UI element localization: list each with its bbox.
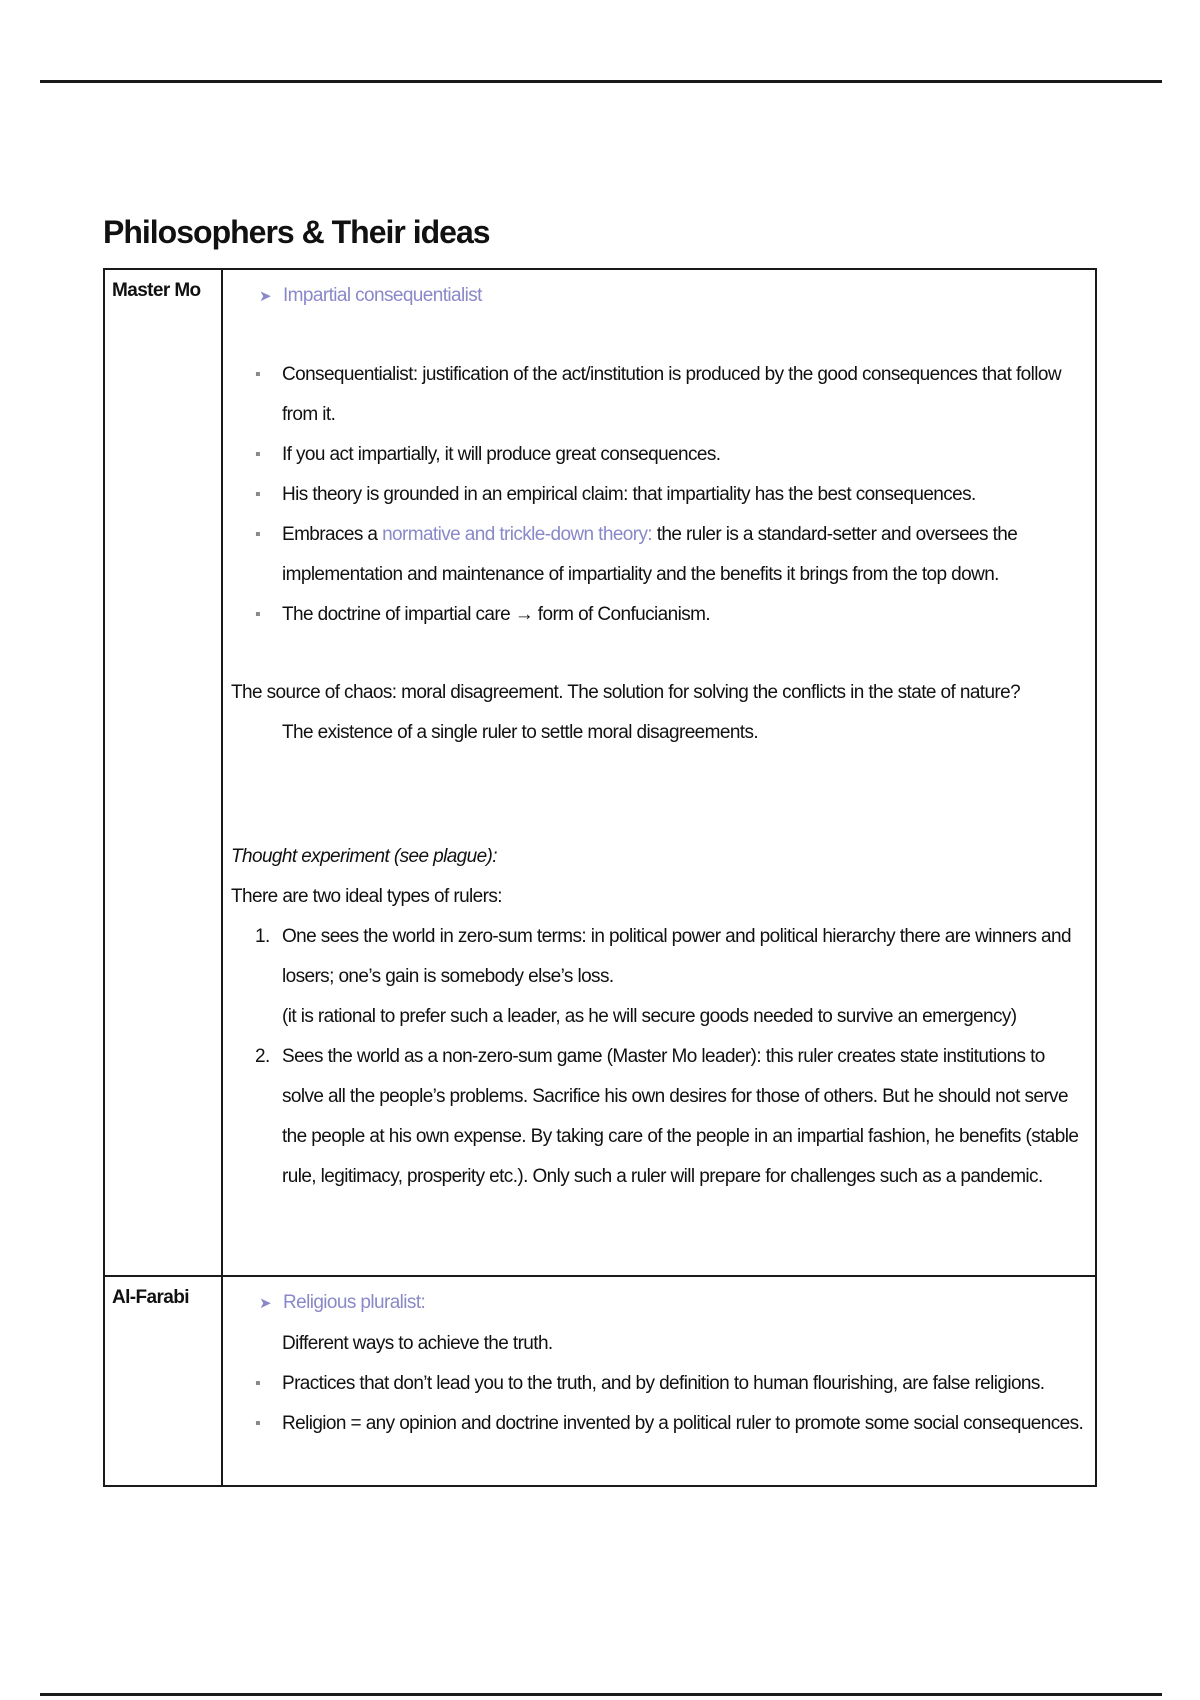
- list-item: [231, 515, 1085, 595]
- philosophers-table: [103, 268, 1097, 1487]
- ruler-types-intro: There are two ideal types of rulers:: [231, 886, 502, 907]
- arrow-right-icon: ➤: [259, 1295, 271, 1312]
- master-mo-heading: [231, 276, 1085, 317]
- small-square-bullet-icon: ▪: [255, 1375, 261, 1392]
- list-item-text: One sees the world in zero-sum terms: in political power and political hierarchy there are winners and losers; one’s gain is somebody else’s loss.: [282, 926, 1071, 987]
- list-number: 2.: [255, 1046, 270, 1067]
- table-row: [104, 1276, 1096, 1486]
- al-farabi-bullet-list: [231, 1364, 1085, 1444]
- ruler-types-list: [231, 917, 1085, 1197]
- list-item-text: Consequentialist: justification of the act/institution is produced by the good consequences that follow from it.: [282, 364, 1061, 425]
- list-item-text: The doctrine of impartial care → form of Confucianism.: [282, 604, 710, 625]
- al-farabi-subline: Different ways to achieve the truth.: [282, 1333, 553, 1354]
- list-item: [231, 595, 1085, 635]
- small-square-bullet-icon: ▪: [255, 1415, 261, 1432]
- table-row: [104, 269, 1096, 1276]
- list-item: [231, 475, 1085, 515]
- thought-experiment-label: Thought experiment (see plague):: [231, 846, 497, 867]
- list-item-text: Sees the world as a non-zero-sum game (Master Mo leader): this ruler creates state institutions to solve all the people’s problems. Sacrifice his own desires for those of others. But he should not serve the people at his own expense. By taking care of the people in an impartial fashion, he benefits (stable rule, legitimacy, prosperity etc.). Only such a ruler will prepare for challenges such as a pandemic.: [282, 1046, 1079, 1187]
- list-item-text: If you act impartially, it will produce great consequences.: [282, 444, 721, 465]
- master-mo-heading-text: Impartial consequentialist: [283, 285, 482, 306]
- small-square-bullet-icon: ▪: [255, 606, 261, 623]
- al-farabi-heading-text: Religious pluralist:: [283, 1292, 426, 1313]
- list-item-note: (it is rational to prefer such a leader, as he will secure goods needed to survive an emergency): [282, 1006, 1017, 1027]
- list-item-text: Practices that don’t lead you to the truth, and by definition to human flourishing, are false religions.: [282, 1373, 1045, 1394]
- list-item: [231, 1364, 1085, 1404]
- top-rule: [40, 80, 1162, 83]
- page-title: Philosophers & Their ideas: [103, 214, 490, 250]
- bottom-rule: [40, 1693, 1162, 1696]
- master-mo-ideas: [222, 269, 1096, 1276]
- list-item-text: His theory is grounded in an empirical claim: that impartiality has the best consequences.: [282, 484, 976, 505]
- chaos-question: The source of chaos: moral disagreement. The solution for solving the conflicts in the state of nature?: [231, 682, 1021, 703]
- al-farabi-ideas: [222, 1276, 1096, 1486]
- small-square-bullet-icon: ▪: [255, 446, 261, 463]
- list-item: [231, 1404, 1085, 1444]
- list-number: 1.: [255, 926, 270, 947]
- list-item: [231, 435, 1085, 475]
- list-item: [231, 917, 1085, 1037]
- philosopher-name-al-farabi: Al-Farabi: [104, 1276, 222, 1486]
- small-square-bullet-icon: ▪: [255, 366, 261, 383]
- arrow-right-icon: ➤: [259, 288, 271, 305]
- highlighted-phrase: normative and trickle-down theory:: [382, 524, 653, 545]
- chaos-answer: The existence of a single ruler to settle moral disagreements.: [282, 722, 759, 743]
- al-farabi-heading: [231, 1283, 1085, 1324]
- philosopher-name-master-mo: Master Mo: [104, 269, 222, 1276]
- small-square-bullet-icon: ▪: [255, 486, 261, 503]
- master-mo-bullet-list: [231, 355, 1085, 635]
- small-square-bullet-icon: ▪: [255, 526, 261, 543]
- list-item: [231, 1037, 1085, 1197]
- list-item-text-prefix: Embraces a: [282, 524, 383, 545]
- list-item-text-suffix: the ruler is a standard-setter and oversees the implementation and maintenance of impartiality and the benefits it brings from the top down.: [282, 524, 1018, 585]
- list-item: [231, 355, 1085, 435]
- list-item-text: Religion = any opinion and doctrine invented by a political ruler to promote some social consequences.: [282, 1413, 1084, 1434]
